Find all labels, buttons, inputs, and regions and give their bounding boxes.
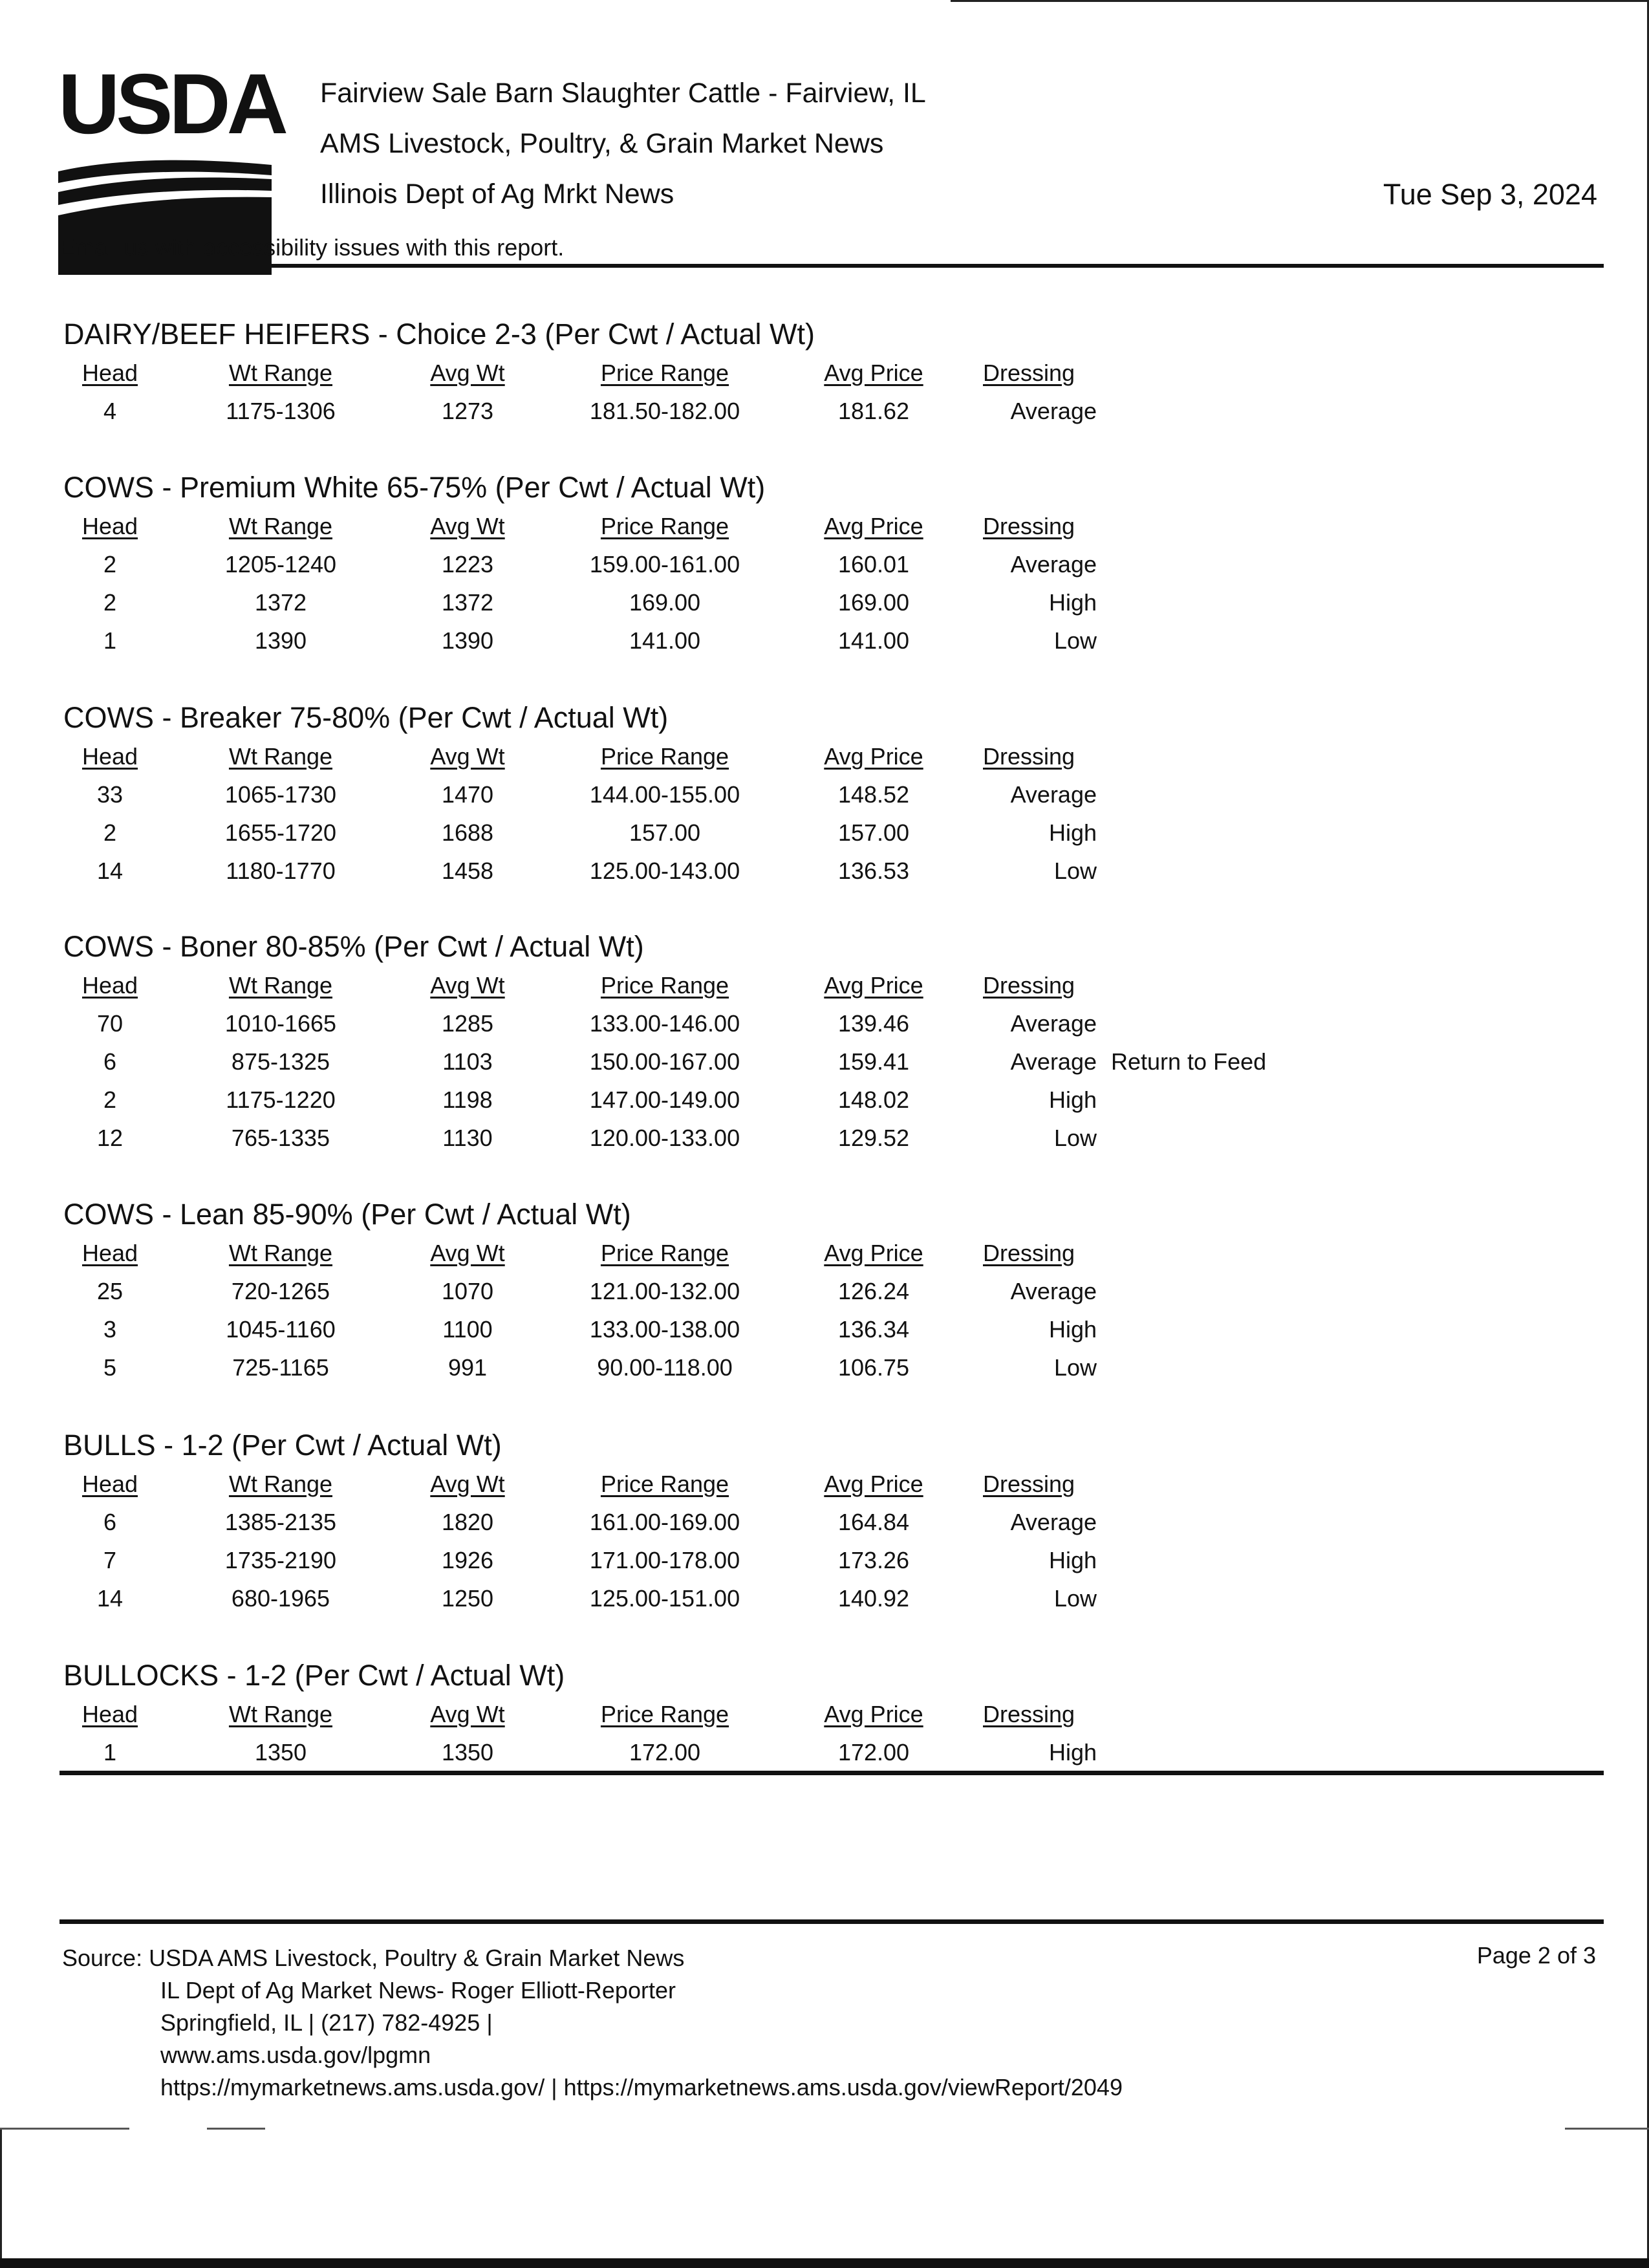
cell-head: 14 (96, 858, 124, 884)
cell-wt-range: 1045-1160 (226, 1316, 336, 1343)
report-footer (62, 1942, 1123, 2104)
cell-dressing: High (1048, 1086, 1097, 1113)
section-title: BULLS - 1-2 (Per Cwt / Actual Wt) (63, 1429, 502, 1462)
footer-reporter: IL Dept of Ag Market News- Roger Elliott-Reporter (160, 1977, 676, 2003)
cell-head: 2 (103, 1086, 117, 1113)
column-header-price-range: Price Range (600, 743, 729, 770)
table-row (63, 814, 1357, 852)
cell-avg-wt: 1470 (441, 781, 494, 808)
cell-head: 14 (96, 1585, 124, 1612)
column-header-head: Head (81, 972, 138, 999)
section-title: COWS - Breaker 75-80% (Per Cwt / Actual Wt) (63, 701, 669, 734)
cell-avg-price: 160.01 (837, 551, 910, 578)
cell-avg-wt: 1350 (441, 1739, 494, 1766)
column-header-wt-range: Wt Range (228, 1471, 333, 1497)
column-header-head: Head (81, 1471, 138, 1497)
column-header-avg-wt: Avg Wt (430, 513, 505, 539)
cell-dressing: High (1048, 1547, 1097, 1573)
cell-wt-range: 765-1335 (231, 1125, 330, 1151)
cell-dressing: High (1048, 589, 1097, 616)
cell-head: 2 (103, 589, 117, 616)
column-header-row (63, 508, 1357, 546)
table-row (63, 393, 1357, 431)
column-header-price-range: Price Range (600, 972, 729, 999)
cell-wt-range: 1065-1730 (224, 781, 337, 808)
cell-price-range: 150.00-167.00 (589, 1048, 740, 1075)
cell-wt-range: 720-1265 (231, 1278, 330, 1304)
cell-wt-range: 1180-1770 (226, 858, 336, 884)
cell-avg-price: 136.34 (837, 1316, 910, 1343)
cell-wt-range: 1175-1306 (226, 398, 336, 424)
cell-avg-price: 172.00 (837, 1739, 910, 1766)
cell-avg-price: 148.52 (837, 781, 910, 808)
report-office: Illinois Dept of Ag Mrkt News (320, 178, 674, 210)
section-title: COWS - Lean 85-90% (Per Cwt / Actual Wt) (63, 1198, 631, 1231)
table-row (63, 546, 1357, 584)
cell-wt-range: 680-1965 (231, 1585, 330, 1612)
cell-wt-range: 1372 (254, 589, 307, 616)
column-header-row (63, 967, 1357, 1005)
cell-price-range: 125.00-143.00 (589, 858, 740, 884)
table-row (63, 1542, 1357, 1580)
table-row (63, 1081, 1357, 1119)
scan-edge-left (0, 2129, 2, 2258)
cell-head: 4 (103, 398, 117, 424)
column-header-wt-range: Wt Range (228, 972, 333, 999)
column-header-head: Head (81, 1240, 138, 1266)
section-table (63, 929, 1357, 1158)
column-header-wt-range: Wt Range (228, 513, 333, 539)
cell-avg-wt: 1390 (441, 627, 494, 654)
cell-avg-price: 173.26 (837, 1547, 910, 1573)
footer-contact: Springfield, IL | (217) 782-4925 | (160, 2009, 493, 2036)
column-header-wt-range: Wt Range (228, 360, 333, 386)
cell-avg-wt: 1223 (441, 551, 494, 578)
scan-stub (1565, 2128, 1649, 2130)
cell-dressing: Low (1053, 1585, 1097, 1612)
column-header-head: Head (81, 743, 138, 770)
column-header-row (63, 738, 1357, 776)
column-header-wt-range: Wt Range (228, 743, 333, 770)
cell-avg-price: 129.52 (837, 1125, 910, 1151)
cell-avg-price: 141.00 (837, 627, 910, 654)
cell-price-range: 121.00-132.00 (589, 1278, 740, 1304)
table-end-divider (59, 1771, 1604, 1775)
report-agency: AMS Livestock, Poultry, & Grain Market News (320, 128, 884, 159)
footer-website-link[interactable]: www.ams.usda.gov/lpgmn (160, 2042, 431, 2068)
cell-head: 5 (103, 1354, 117, 1381)
cell-dressing: Average (1010, 781, 1097, 808)
column-header-avg-price: Avg Price (824, 360, 923, 386)
header-divider (59, 264, 1604, 268)
cell-head: 6 (103, 1048, 117, 1075)
cell-dressing: Low (1053, 1354, 1097, 1381)
section-title: COWS - Boner 80-85% (Per Cwt / Actual Wt) (63, 930, 644, 963)
column-header-avg-price: Avg Price (824, 972, 923, 999)
cell-price-range: 141.00 (629, 627, 701, 654)
section-table (63, 1428, 1357, 1618)
cell-head: 12 (96, 1125, 124, 1151)
column-header-avg-wt: Avg Wt (430, 360, 505, 386)
usda-logo (58, 56, 285, 217)
scan-edge-top (951, 0, 1649, 2)
cell-dressing: Average (1010, 1048, 1097, 1075)
column-header-price-range: Price Range (600, 1240, 729, 1266)
column-header-head: Head (81, 513, 138, 539)
cell-avg-price: 159.41 (837, 1048, 910, 1075)
cell-avg-wt: 1130 (442, 1125, 493, 1151)
column-header-price-range: Price Range (600, 1471, 729, 1497)
column-header-row (63, 1696, 1357, 1734)
cell-wt-range: 1010-1665 (224, 1010, 337, 1037)
cell-wt-range: 1735-2190 (224, 1547, 337, 1573)
cell-note: Return to Feed (1111, 1048, 1267, 1075)
footer-source: Source: USDA AMS Livestock, Poultry & Grain Market News (62, 1945, 685, 1971)
column-header-avg-price: Avg Price (824, 1471, 923, 1497)
column-header-avg-price: Avg Price (824, 1240, 923, 1266)
cell-head: 1 (103, 627, 117, 654)
cell-dressing: Low (1053, 627, 1097, 654)
cell-price-range: 133.00-146.00 (589, 1010, 740, 1037)
table-row (63, 622, 1357, 660)
cell-dressing: Average (1010, 398, 1097, 424)
cell-dressing: High (1048, 1316, 1097, 1343)
cell-avg-price: 169.00 (837, 589, 910, 616)
column-header-head: Head (81, 1701, 138, 1727)
cell-wt-range: 1350 (254, 1739, 307, 1766)
cell-avg-wt: 1285 (441, 1010, 494, 1037)
table-row (63, 1349, 1357, 1387)
column-header-price-range: Price Range (600, 1701, 729, 1727)
scan-stub (0, 2128, 129, 2130)
cell-price-range: 159.00-161.00 (589, 551, 740, 578)
report-title: Fairview Sale Barn Slaughter Cattle - Fairview, IL (320, 78, 926, 109)
column-header-avg-price: Avg Price (824, 743, 923, 770)
cell-wt-range: 1175-1220 (226, 1086, 336, 1113)
section-table (63, 317, 1357, 431)
cell-avg-wt: 1372 (441, 589, 494, 616)
cell-avg-price: 140.92 (837, 1585, 910, 1612)
cell-avg-wt: 1688 (441, 819, 494, 846)
section-table (63, 700, 1357, 891)
column-header-dressing: Dressing (983, 360, 1075, 386)
table-row (63, 852, 1357, 891)
cell-dressing: Average (1010, 1278, 1097, 1304)
column-header-dressing: Dressing (983, 1240, 1075, 1266)
cell-head: 2 (103, 551, 117, 578)
report-date: Tue Sep 3, 2024 (1383, 178, 1597, 211)
cell-avg-price: 139.46 (837, 1010, 910, 1037)
cell-avg-price: 164.84 (837, 1509, 910, 1535)
cell-head: 6 (103, 1509, 117, 1535)
cell-wt-range: 1385-2135 (224, 1509, 337, 1535)
table-row (63, 1580, 1357, 1618)
cell-price-range: 133.00-138.00 (589, 1316, 740, 1343)
cell-avg-price: 136.53 (837, 858, 910, 884)
cell-head: 33 (96, 781, 124, 808)
cell-avg-price: 157.00 (837, 819, 910, 846)
section-table (63, 470, 1357, 660)
section-table (63, 1658, 1357, 1772)
cell-avg-wt: 1820 (441, 1509, 494, 1535)
column-header-price-range: Price Range (600, 360, 729, 386)
cell-dressing: Low (1053, 1125, 1097, 1151)
cell-dressing: High (1048, 1739, 1097, 1766)
cell-price-range: 169.00 (629, 589, 701, 616)
column-header-dressing: Dressing (983, 1701, 1075, 1727)
cell-avg-wt: 1198 (442, 1086, 493, 1113)
cell-price-range: 147.00-149.00 (589, 1086, 740, 1113)
table-row (63, 1504, 1357, 1542)
column-header-avg-wt: Avg Wt (430, 1701, 505, 1727)
table-row (63, 1311, 1357, 1349)
cell-price-range: 157.00 (629, 819, 701, 846)
cell-avg-wt: 1250 (441, 1585, 494, 1612)
table-row (63, 1119, 1357, 1158)
footer-report-links[interactable]: https://mymarketnews.ams.usda.gov/ | https://mymarketnews.ams.usda.gov/viewReport/2049 (160, 2074, 1123, 2101)
table-row (63, 1005, 1357, 1043)
column-header-wt-range: Wt Range (228, 1701, 333, 1727)
cell-head: 7 (103, 1547, 117, 1573)
cell-avg-price: 106.75 (837, 1354, 910, 1381)
cell-avg-wt: 1070 (441, 1278, 494, 1304)
section-table (63, 1197, 1357, 1387)
page-number: Page 2 of 3 (1476, 1942, 1596, 1969)
column-header-dressing: Dressing (983, 972, 1075, 999)
cell-head: 1 (103, 1739, 117, 1766)
cell-wt-range: 1390 (254, 627, 307, 654)
section-title: BULLOCKS - 1-2 (Per Cwt / Actual Wt) (63, 1659, 565, 1692)
cell-price-range: 144.00-155.00 (589, 781, 740, 808)
column-header-dressing: Dressing (983, 513, 1075, 539)
cell-wt-range: 875-1325 (231, 1048, 330, 1075)
cell-avg-price: 181.62 (837, 398, 910, 424)
column-header-row (63, 1465, 1357, 1504)
cell-wt-range: 725-1165 (232, 1354, 329, 1381)
column-header-price-range: Price Range (600, 513, 729, 539)
cell-head: 70 (96, 1010, 124, 1037)
scan-stub (207, 2128, 265, 2130)
table-row (63, 584, 1357, 622)
column-header-avg-wt: Avg Wt (430, 1471, 505, 1497)
cell-avg-wt: 1100 (442, 1316, 493, 1343)
cell-dressing: Average (1010, 1010, 1097, 1037)
cell-price-range: 90.00-118.00 (597, 1354, 733, 1381)
table-row (63, 776, 1357, 814)
cell-avg-price: 148.02 (837, 1086, 910, 1113)
cell-wt-range: 1205-1240 (224, 551, 337, 578)
column-header-dressing: Dressing (983, 1471, 1075, 1497)
column-header-head: Head (81, 360, 138, 386)
column-header-row (63, 354, 1357, 393)
cell-price-range: 171.00-178.00 (589, 1547, 740, 1573)
column-header-avg-wt: Avg Wt (430, 743, 505, 770)
cell-head: 25 (96, 1278, 124, 1304)
cell-dressing: Average (1010, 551, 1097, 578)
cell-dressing: Average (1010, 1509, 1097, 1535)
accessibility-email-note[interactable]: Email us with accessibility issues with this report. (59, 234, 565, 261)
table-row (63, 1043, 1357, 1081)
cell-dressing: Low (1053, 858, 1097, 884)
column-header-wt-range: Wt Range (228, 1240, 333, 1266)
column-header-dressing: Dressing (983, 743, 1075, 770)
cell-price-range: 125.00-151.00 (589, 1585, 740, 1612)
table-row (63, 1734, 1357, 1772)
cell-price-range: 172.00 (629, 1739, 701, 1766)
section-title: COWS - Premium White 65-75% (Per Cwt / Actual Wt) (63, 471, 766, 504)
table-row (63, 1273, 1357, 1311)
column-header-avg-price: Avg Price (824, 1701, 923, 1727)
footer-divider (59, 1919, 1604, 1924)
section-title: DAIRY/BEEF HEIFERS - Choice 2-3 (Per Cwt / Actual Wt) (63, 318, 815, 351)
cell-avg-wt: 1926 (441, 1547, 494, 1573)
cell-price-range: 161.00-169.00 (589, 1509, 740, 1535)
scan-edge-bottom (0, 2258, 1649, 2268)
cell-head: 2 (103, 819, 117, 846)
cell-head: 3 (103, 1316, 117, 1343)
cell-avg-wt: 1103 (442, 1048, 493, 1075)
cell-avg-wt: 1273 (441, 398, 494, 424)
cell-avg-wt: 991 (447, 1354, 488, 1381)
cell-dressing: High (1048, 819, 1097, 846)
cell-avg-wt: 1458 (441, 858, 494, 884)
cell-price-range: 120.00-133.00 (589, 1125, 740, 1151)
column-header-avg-price: Avg Price (824, 513, 923, 539)
column-header-avg-wt: Avg Wt (430, 972, 505, 999)
cell-wt-range: 1655-1720 (224, 819, 337, 846)
cell-avg-price: 126.24 (837, 1278, 910, 1304)
cell-price-range: 181.50-182.00 (589, 398, 740, 424)
usda-logo-text: USDA (58, 56, 285, 151)
column-header-row (63, 1235, 1357, 1273)
column-header-avg-wt: Avg Wt (430, 1240, 505, 1266)
